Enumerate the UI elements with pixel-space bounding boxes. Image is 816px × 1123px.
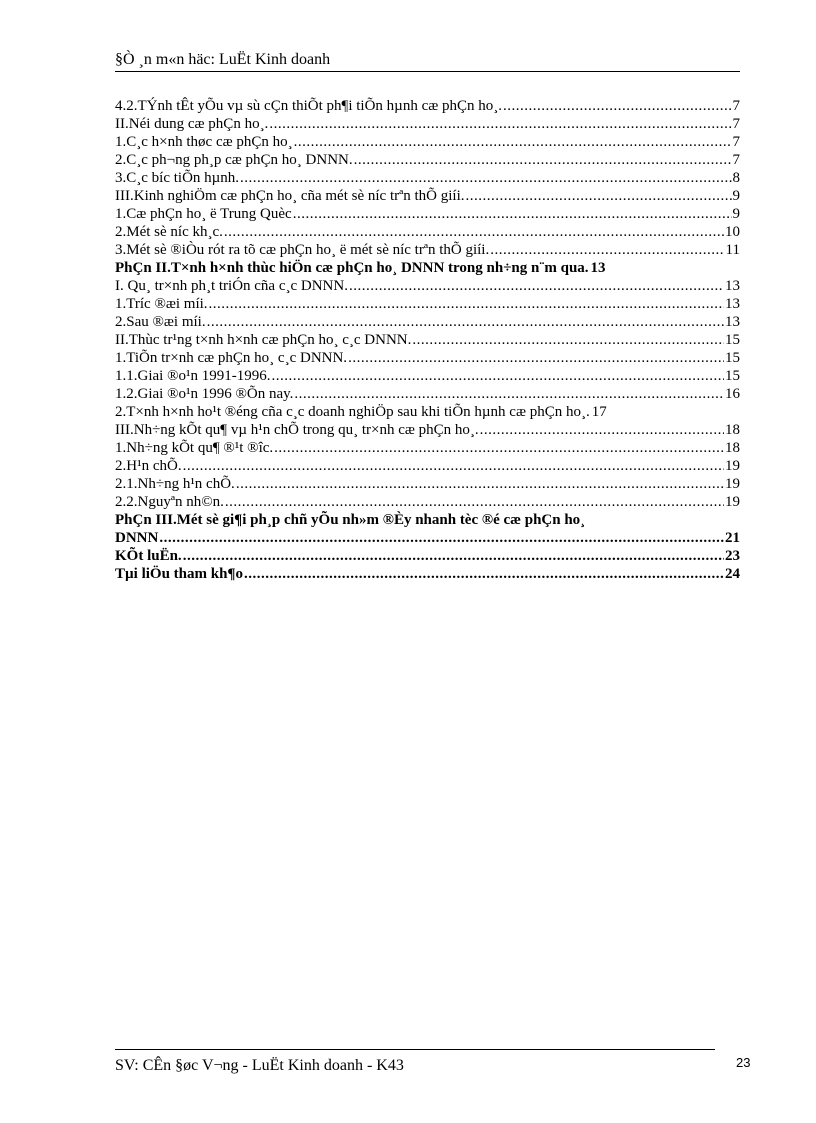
toc-entry-page: 11: [725, 242, 740, 258]
toc-dot-leader: [236, 475, 724, 493]
toc-dot-leader: [274, 439, 724, 457]
toc-entry-title: 3.C¸c bíc tiÕn hµnh.: [115, 170, 240, 186]
toc-entry-page: 15: [725, 350, 740, 366]
toc-entry-title: 2.H¹n chÕ.: [115, 458, 182, 474]
toc-entry-title: PhÇn II.T×nh h×nh thùc hiÖn cæ phÇn ho¸ DNNN trong nh÷ng n¨m qua.: [115, 260, 589, 276]
toc-entry: [115, 421, 740, 439]
toc-entry: [115, 169, 740, 187]
toc-entry-title: III.Nh÷ng kÕt qu¶ vµ h¹n chÕ trong qu¸ tr×nh cæ phÇn ho¸.: [115, 422, 479, 438]
toc-entry-page: 24: [725, 566, 740, 582]
toc-entry: [115, 493, 740, 511]
toc-dot-leader: [183, 547, 724, 565]
toc-entry-page: 10: [725, 224, 740, 240]
toc-entry-title: 1.Cæ phÇn ho¸ ë Trung Quèc: [115, 206, 292, 222]
toc-entry: [115, 457, 740, 475]
footer-rule: [115, 1049, 715, 1050]
toc-dot-leader: [225, 493, 724, 511]
toc-entry-title: Tµi liÖu tham kh¶o: [115, 566, 244, 582]
toc-entry-page: 7: [732, 98, 740, 114]
toc-entry-page: 7: [732, 134, 740, 150]
toc-dot-leader: [159, 529, 724, 547]
toc-dot-leader: [466, 187, 732, 205]
toc-entry-title: PhÇn III.Mét sè gi¶i ph¸p chñ yÕu nh»m ®Èy nhanh tèc ®é cæ phÇn ho¸: [115, 512, 586, 528]
toc-entry-page: 19: [725, 476, 740, 492]
toc-entry: [115, 331, 740, 349]
toc-dot-leader: [209, 295, 724, 313]
toc-entry-title: 1.1.Giai ®o¹n 1991-1996.: [115, 368, 271, 384]
toc-entry-title: 2.C¸c ph¬ng ph¸p cæ phÇn ho¸ DNNN.: [115, 152, 353, 168]
toc-dot-leader: [224, 223, 724, 241]
toc-entry: [115, 439, 740, 457]
toc-entry-title: II.Thùc tr¹ng t×nh h×nh cæ phÇn ho¸ c¸c DNNN.: [115, 332, 412, 348]
toc-entry: [115, 349, 740, 367]
toc-entry-title: 3.Mét sè ®iÒu rót ra tõ cæ phÇn ho¸ ë mét sè níc trªn thÕ giíi.: [115, 242, 490, 258]
toc-entry: [115, 259, 740, 277]
toc-entry-title: 2.T×nh h×nh ho¹t ®éng cña c¸c doanh nghiÖp sau khi tiÕn hµnh cæ phÇn ho¸.: [115, 404, 590, 420]
toc-entry-page: 19: [725, 458, 740, 474]
toc-entry-title: 2.Mét sè níc kh¸c.: [115, 224, 223, 240]
toc-entry-page: 9: [732, 206, 740, 222]
toc-dot-leader: [240, 169, 731, 187]
toc-entry-page: 7: [732, 116, 740, 132]
toc-entry-page: 18: [725, 422, 740, 438]
toc-entry-page: 7: [732, 152, 740, 168]
toc-entry-page: 21: [725, 530, 740, 546]
toc-entry-title: III.Kinh nghiÖm cæ phÇn ho¸ cña mét sè níc trªn thÕ giíi.: [115, 188, 465, 204]
toc-dot-leader: [294, 385, 724, 403]
toc-dot-leader: [354, 151, 732, 169]
toc-entry: [115, 547, 740, 565]
toc-entry-title: I. Qu¸ tr×nh ph¸t triÓn cña c¸c DNNN.: [115, 278, 348, 294]
toc-dot-leader: [207, 313, 724, 331]
toc-entry: [115, 115, 740, 133]
toc-entry-title: 1.TiÕn tr×nh cæ phÇn ho¸ c¸c DNNN.: [115, 350, 348, 366]
toc-entry-page: 13: [725, 314, 740, 330]
toc-entry-page: 13: [725, 296, 740, 312]
page-number: 23: [736, 1055, 751, 1070]
toc-entry-page: 19: [725, 494, 740, 510]
toc-entry-title: 1.Nh÷ng kÕt qu¶ ®¹t ®îc.: [115, 440, 274, 456]
toc-entry: [115, 313, 740, 331]
toc-entry: [115, 223, 740, 241]
toc-entry-page: 13: [590, 260, 606, 276]
toc-entry-page: 13: [725, 278, 740, 294]
toc-entry: [115, 385, 740, 403]
toc-entry-page: 18: [725, 440, 740, 456]
table-of-contents: [115, 97, 740, 583]
toc-dot-leader: [269, 115, 731, 133]
toc-entry: [115, 133, 740, 151]
toc-entry-page: 15: [725, 368, 740, 384]
toc-entry: [115, 277, 740, 295]
toc-dot-leader: [244, 565, 724, 583]
toc-entry-title: 4.2.TÝnh tÊt yÕu vµ sù cÇn thiÕt ph¶i tiÕn hµnh cæ phÇn ho¸.: [115, 98, 502, 114]
toc-entry-page: 9: [732, 188, 740, 204]
toc-entry-title: 1.Tríc ®æi míi.: [115, 296, 208, 312]
toc-dot-leader: [271, 367, 724, 385]
toc-entry-title: 1.2.Giai ®o¹n 1996 ®Õn nay.: [115, 386, 294, 402]
toc-entry: [115, 151, 740, 169]
toc-entry-title: KÕt luËn.: [115, 548, 182, 564]
toc-dot-leader: [293, 205, 732, 223]
toc-entry: [115, 403, 740, 421]
toc-dot-leader: [294, 133, 732, 151]
toc-dot-leader: [490, 241, 724, 259]
toc-entry: [115, 511, 740, 529]
toc-entry-page: 16: [725, 386, 740, 402]
toc-entry-title: 2.Sau ®æi míi.: [115, 314, 206, 330]
toc-dot-leader: [349, 277, 724, 295]
page-footer: SV: CÊn §øc V¬ng - LuËt Kinh doanh - K43: [115, 1057, 404, 1074]
toc-entry: [115, 97, 740, 115]
toc-entry: [115, 187, 740, 205]
toc-dot-leader: [183, 457, 724, 475]
toc-entry: [115, 475, 740, 493]
toc-entry-page: 23: [725, 548, 740, 564]
toc-entry-page: 15: [725, 332, 740, 348]
toc-entry-page: 8: [732, 170, 740, 186]
toc-entry-title: II.Néi dung cæ phÇn ho¸.: [115, 116, 269, 132]
toc-entry: [115, 565, 740, 583]
toc-dot-leader: [503, 97, 732, 115]
toc-dot-leader: [480, 421, 724, 439]
page-header: §Ò ¸n m«n häc: LuËt Kinh doanh: [115, 51, 331, 68]
toc-dot-leader: [348, 349, 724, 367]
toc-dot-leader: [412, 331, 724, 349]
toc-entry-title: DNNN: [115, 530, 159, 546]
toc-entry: [115, 295, 740, 313]
toc-entry: [115, 205, 740, 223]
header-rule: [115, 71, 740, 72]
toc-entry-page: 17: [591, 404, 607, 420]
toc-entry: [115, 529, 740, 547]
toc-entry: [115, 367, 740, 385]
toc-entry-title: 1.C¸c h×nh thøc cæ phÇn ho¸: [115, 134, 293, 150]
toc-entry-title: 2.2.Nguyªn nh©n.: [115, 494, 224, 510]
toc-entry: [115, 241, 740, 259]
toc-entry-title: 2.1.Nh÷ng h¹n chÕ.: [115, 476, 235, 492]
